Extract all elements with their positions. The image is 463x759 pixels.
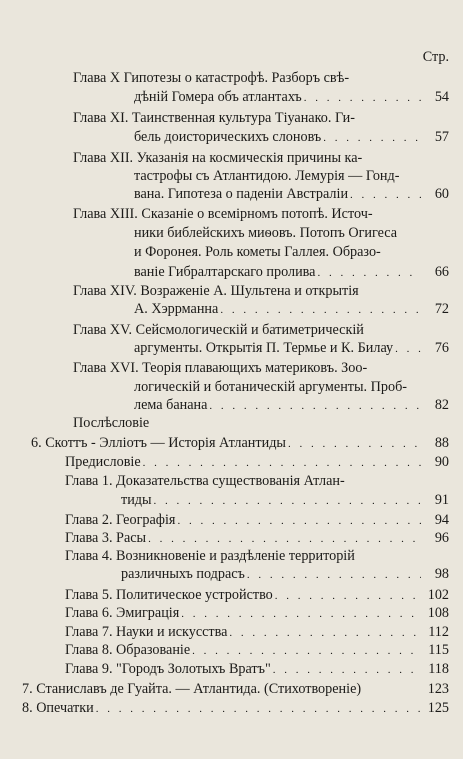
page-number: 66 <box>434 264 449 280</box>
toc-line <box>65 642 449 660</box>
toc-line-text: Предисловіе <box>65 454 141 470</box>
toc-line-text: логическій и ботаническій аргументы. Проб- <box>134 379 408 395</box>
toc-line <box>134 89 449 107</box>
toc-line <box>65 605 449 623</box>
toc-line-text: Глава 4. Возникновеніе и раздѣленіе территорій <box>65 548 355 564</box>
toc-line-text: Глава XIV. Возраженіе А. Шультена и открытія <box>73 283 359 299</box>
toc-line <box>73 322 449 339</box>
toc-line <box>134 186 449 204</box>
page-number: 72 <box>434 301 449 317</box>
page-number: 96 <box>434 530 449 546</box>
toc-line <box>134 301 449 319</box>
page-number: 108 <box>427 605 449 621</box>
page-number: 102 <box>427 587 449 603</box>
toc-line-text: лема банана <box>134 397 208 413</box>
toc-line-text: Глава 8. Образованіе <box>65 642 191 658</box>
toc-line <box>73 415 449 432</box>
toc-line-text: Глава 6. Эмиграція <box>65 605 180 621</box>
toc-line-text: и Форонея. Роль кометы Галлея. Образо- <box>134 244 381 260</box>
dot-leader <box>395 341 421 358</box>
toc-line-text: бель доисторическихъ слоновъ <box>134 129 322 145</box>
toc-line-text: ваніе Гибралтарскаго пролива <box>134 264 316 280</box>
page-number: 94 <box>434 512 449 528</box>
toc-line-text: Глава XV. Сейсмологическій и батиметрическій <box>73 322 364 338</box>
toc-line-text: ники библейскихъ миѳовъ. Потопъ Огигеса <box>134 225 398 241</box>
page-number: 76 <box>434 340 449 356</box>
toc-line <box>31 435 449 453</box>
toc-line-text: Послѣсловіе <box>73 415 150 431</box>
toc-line <box>134 340 449 358</box>
dot-leader <box>288 436 421 453</box>
toc-line <box>134 397 449 415</box>
toc-line-text: Глава XI. Таинственная культура Тіуанако. Ги- <box>73 110 355 126</box>
page-number: 91 <box>434 492 449 508</box>
toc-line-text: вана. Гипотеза о паденіи Австраліи <box>134 186 349 202</box>
toc-line-text: тиды <box>121 492 152 508</box>
toc-line-text: Глава XIII. Сказаніе о всемірномъ потопѣ. Источ- <box>73 206 373 222</box>
toc-line-text: 7. Станиславъ де Гуайта. — Атлантида. (Стихотвореніе) <box>22 681 362 697</box>
toc-line <box>73 283 449 300</box>
toc-line <box>65 624 449 642</box>
toc-line-text: Глава 1. Доказательства существованія Атлан- <box>65 473 345 489</box>
toc-line <box>134 264 449 282</box>
dot-leader <box>154 493 421 510</box>
page-number: 90 <box>434 454 449 470</box>
toc-line-text: дѣній Гомера объ атлантахъ <box>134 89 302 105</box>
toc-line-text: Глава XVI. Теорія плавающихъ материковъ. Зоо- <box>73 360 368 376</box>
toc-line <box>65 530 449 548</box>
toc-line <box>134 379 449 396</box>
toc-line <box>65 587 449 605</box>
page-number: 54 <box>434 89 449 105</box>
dot-leader <box>181 606 421 623</box>
toc-line-text: различныхъ подрасъ <box>121 566 245 582</box>
toc-line-text: 6. Скоттъ - Эллiотъ — Исторія Атлантиды <box>31 435 286 451</box>
dot-leader <box>143 455 421 472</box>
dot-leader <box>209 398 421 415</box>
toc-line-text: Глава 9. "Городъ Золотыхъ Вратъ" <box>65 661 271 677</box>
toc-line <box>134 129 449 147</box>
toc-line-text: Глава XII. Указанія на космическія причины ка- <box>73 150 363 166</box>
dot-leader <box>350 187 421 204</box>
page-number: 118 <box>428 661 449 677</box>
pages-column-header: Стр. <box>422 49 449 65</box>
page-number: 88 <box>434 435 449 451</box>
toc-line <box>65 661 449 679</box>
toc-line-text: 8. Опечатки <box>22 700 94 716</box>
toc-line-text: Глава 3. Расы <box>65 530 147 546</box>
dot-leader <box>323 130 421 147</box>
toc-line-text: А. Хэррманна <box>134 301 219 317</box>
toc-line-text: Глава 5. Политическое устройство <box>65 587 273 603</box>
dot-leader <box>148 531 421 548</box>
page-number: 115 <box>428 642 449 658</box>
toc-line <box>134 225 449 242</box>
dot-leader <box>247 567 421 584</box>
toc-line-text: аргументы. Открытія П. Термье и К. Билау <box>134 340 394 356</box>
page-number: 112 <box>428 624 449 640</box>
toc-line <box>134 244 449 261</box>
toc-line <box>73 110 449 127</box>
dot-leader <box>229 625 421 642</box>
page-number: 125 <box>427 700 449 716</box>
toc-line <box>73 70 449 87</box>
dot-leader <box>192 643 421 660</box>
toc-line <box>65 548 449 565</box>
dot-leader <box>273 662 421 679</box>
toc-line-text: тастрофы съ Атлантидою. Лемурія — Гонд- <box>134 168 400 184</box>
toc-line <box>134 168 449 185</box>
toc-line <box>65 473 449 490</box>
dot-leader <box>220 302 421 319</box>
dot-leader <box>304 90 421 107</box>
toc-line <box>121 492 449 510</box>
toc-line-text: Глава 2. Географія <box>65 512 176 528</box>
page-number: 57 <box>434 129 449 145</box>
page-number: 123 <box>427 681 449 697</box>
dot-leader <box>317 265 421 282</box>
toc-line-text: Глава 7. Науки и искусства <box>65 624 228 640</box>
dot-leader <box>275 588 421 605</box>
toc-line-text: Глава X Гипотезы о катастрофѣ. Разборъ свѣ- <box>73 70 350 86</box>
page-number: 60 <box>434 186 449 202</box>
dot-leader <box>177 513 421 530</box>
toc-line <box>65 512 449 530</box>
toc-line <box>121 566 449 584</box>
page-number: 98 <box>434 566 449 582</box>
toc-line <box>22 681 449 698</box>
toc-line <box>73 150 449 167</box>
toc-line <box>73 360 449 377</box>
page-number: 82 <box>434 397 449 413</box>
toc-line <box>22 700 449 718</box>
dot-leader <box>96 701 421 718</box>
toc-line <box>73 206 449 223</box>
toc-line <box>65 454 449 472</box>
